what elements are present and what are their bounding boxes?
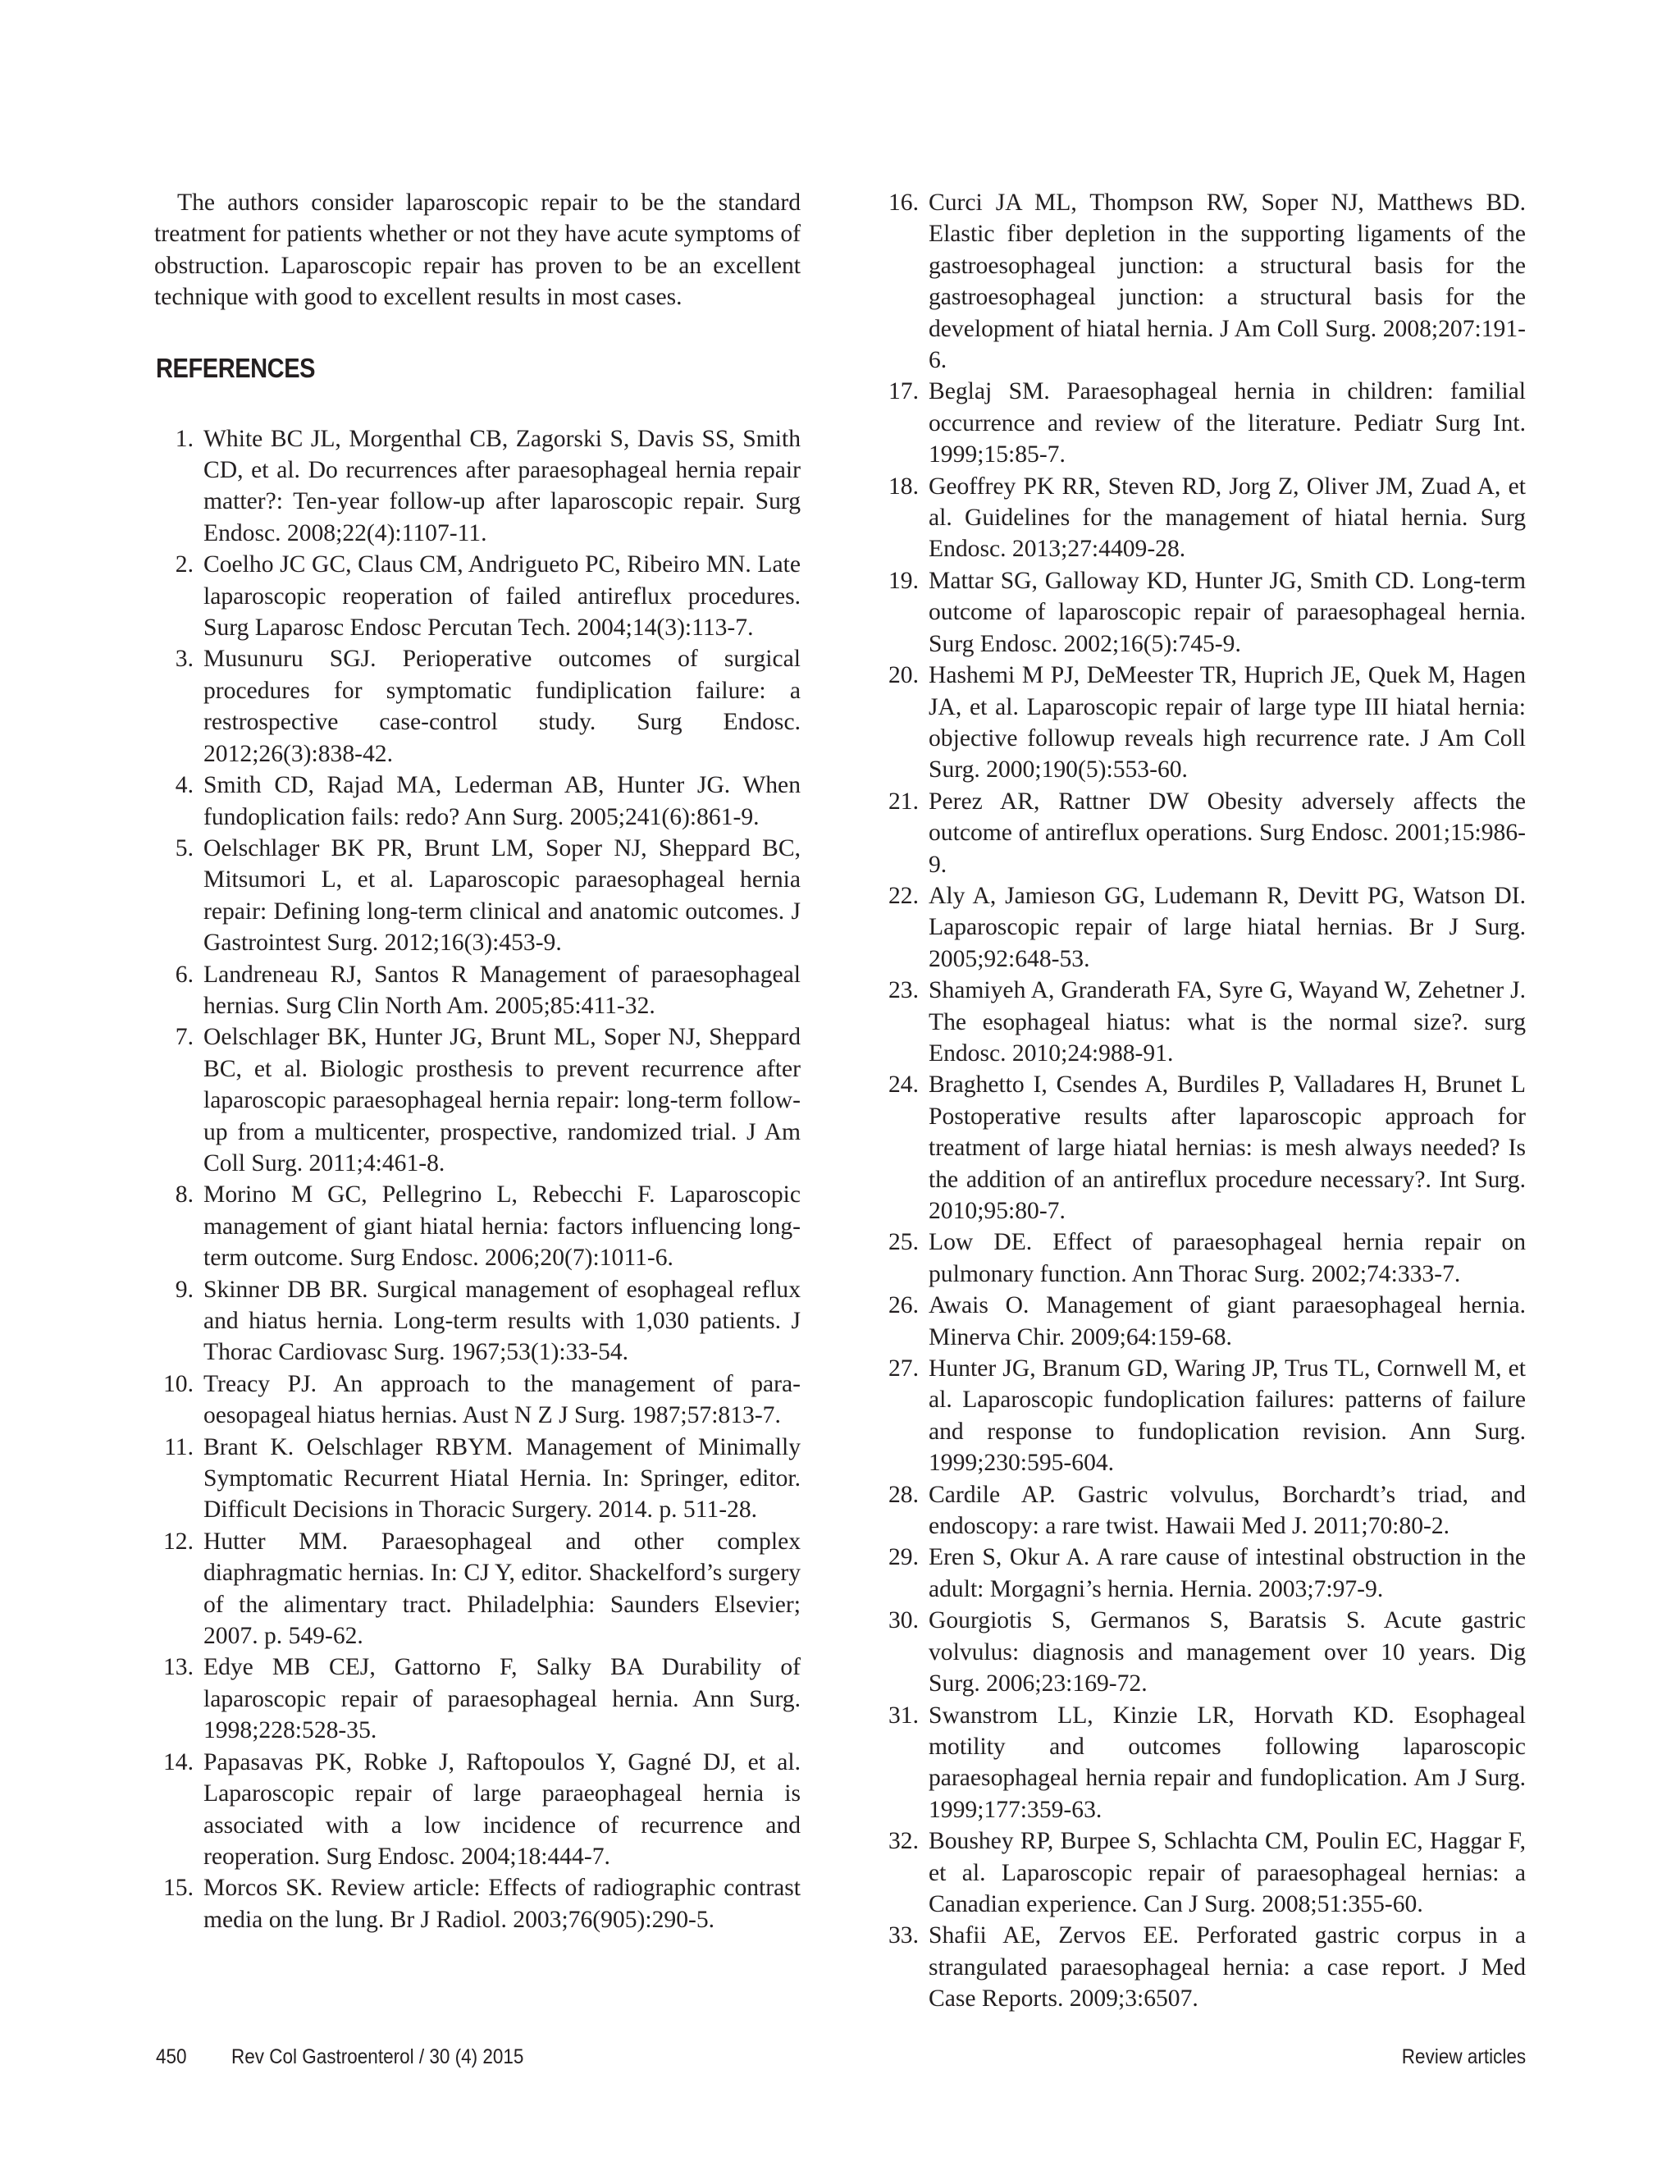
reference-item (879, 565, 1526, 660)
reference-text: Brant K. Oelschlager RBYM. Management of Minimally Symptomatic Recurrent Hiatal Hernia. In: Springer, editor. Difficult Decisions in Thoracic Surgery. 2014. p. 511-28. (203, 1433, 801, 1524)
reference-number: 32. (888, 1828, 919, 1855)
reference-item (879, 1069, 1526, 1227)
reference-item (879, 786, 1526, 880)
reference-number: 5. (175, 834, 194, 861)
reference-text: Shafii AE, Zervos EE. Perforated gastric corpus in a strangulated paraesophageal hernia: a case report. J Med Case Reports. 2009;3:6507. (929, 1922, 1526, 2013)
reference-number: 31. (888, 1702, 919, 1729)
reference-text: Swanstrom LL, Kinzie LR, Horvath KD. Esophageal motility and outcomes following laparoscopic paraesophageal hernia repair and fundoplication. Am J Surg. 1999;177:359-63. (929, 1702, 1526, 1823)
reference-number: 13. (163, 1654, 194, 1681)
reference-number: 23. (888, 977, 919, 1004)
reference-number: 9. (175, 1276, 194, 1303)
references-heading: REFERENCES (156, 352, 316, 383)
reference-text: Treacy PJ. An approach to the management of para-oesopageal hiatus hernias. Aust N Z J Surg. 1987;57:813-7. (203, 1370, 801, 1429)
reference-text: Mattar SG, Galloway KD, Hunter JG, Smith CD. Long-term outcome of laparoscopic repair of paraesophageal hernia. Surg Endosc. 2002;16(5):745-9. (929, 567, 1526, 657)
reference-item (154, 770, 801, 833)
reference-item (879, 880, 1526, 975)
intro-paragraph: The authors consider laparoscopic repair to be the standard treatment for patients whether or not they have acute symptoms of obstruction. Laparoscopic repair has proven to be an excellent technique with good to excellent results in most cases. (154, 190, 801, 311)
reference-item (879, 1605, 1526, 1699)
reference-text: Aly A, Jamieson GG, Ludemann R, Devitt PG, Watson DI. Laparoscopic repair of large hiatal hernias. Br J Surg. 2005;92:648-53. (929, 882, 1526, 972)
reference-number: 3. (175, 646, 194, 673)
reference-item (154, 643, 801, 770)
reference-text: Curci JA ML, Thompson RW, Soper NJ, Matthews BD. Elastic fiber depletion in the supporting ligaments of the gastroesophageal junction: a structural basis for the gastroesophageal junction: a structural basis for the development of hiatal hernia. J Am Coll Surg. 2008;207:191-6. (929, 190, 1526, 374)
reference-item (879, 187, 1526, 376)
reference-text: Landreneau RJ, Santos R Management of paraesophageal hernias. Surg Clin North Am. 2005;85:411-32. (203, 961, 801, 1019)
reference-item (879, 471, 1526, 565)
reference-item (879, 660, 1526, 786)
reference-number: 4. (175, 772, 194, 799)
reference-item (154, 1526, 801, 1652)
reference-item (879, 1542, 1526, 1605)
reference-number: 18. (888, 473, 919, 500)
reference-number: 24. (888, 1071, 919, 1099)
reference-number: 15. (163, 1875, 194, 1902)
reference-item (879, 1700, 1526, 1826)
reference-number: 10. (163, 1370, 194, 1397)
reference-text: Hunter JG, Branum GD, Waring JP, Trus TL, Cornwell M, et al. Laparoscopic fundoplication failures: patterns of failure and response to fundoplication revision. Ann Surg. 1999;230:595-604. (929, 1355, 1526, 1477)
reference-number: 29. (888, 1544, 919, 1571)
reference-number: 7. (175, 1024, 194, 1051)
reference-text: Skinner DB BR. Surgical management of esophageal reflux and hiatus hernia. Long-term results with 1,030 patients. J Thorac Cardiovasc Surg. 1967;53(1):33-54. (203, 1276, 801, 1366)
reference-text: Awais O. Management of giant paraesophageal hernia. Minerva Chir. 2009;64:159-68. (929, 1292, 1526, 1350)
reference-number: 22. (888, 882, 919, 909)
reference-number: 27. (888, 1355, 919, 1382)
reference-item (879, 975, 1526, 1069)
reference-text: Beglaj SM. Paraesophageal hernia in children: familial occurrence and review of the literature. Pediatr Surg Int. 1999;15:85-7. (929, 378, 1526, 468)
reference-item (154, 1368, 801, 1432)
reference-text: Hutter MM. Paraesophageal and other complex diaphragmatic hernias. In: CJ Y, editor. Shackelford’s surgery of the alimentary tract. Philadelphia: Saunders Elsevier; 2007. p. 549-62. (203, 1528, 801, 1650)
reference-text: Coelho JC GC, Claus CM, Andrigueto PC, Ribeiro MN. Late laparoscopic reoperation of failed antireflux procedures. Surg Laparosc Endosc Percutan Tech. 2004;14(3):113-7. (203, 551, 801, 642)
journal-citation: Rev Col Gastroenterol / 30 (4) 2015 (231, 2045, 524, 2068)
reference-text: Eren S, Okur A. A rare cause of intestinal obstruction in the adult: Morgagni’s hernia. Hernia. 2003;7:97-9. (929, 1544, 1526, 1602)
reference-item (879, 1227, 1526, 1290)
reference-item (154, 549, 801, 643)
reference-text: Morcos SK. Review article: Effects of radiographic contrast media on the lung. Br J Radiol. 2003;76(905):290-5. (203, 1875, 801, 1933)
reference-text: White BC JL, Morgenthal CB, Zagorski S, Davis SS, Smith CD, et al. Do recurrences after paraesophageal hernia repair matter?: Ten-year follow-up after laparoscopic repair. Surg Endosc. 2008;22(4):1107-11. (203, 425, 801, 546)
reference-item (879, 376, 1526, 470)
reference-text: Boushey RP, Burpee S, Schlachta CM, Poulin EC, Haggar F, et al. Laparoscopic repair of paraesophageal hernias: a Canadian experience. Can J Surg. 2008;51:355-60. (929, 1828, 1526, 1917)
left-column (154, 187, 801, 1935)
reference-number: 17. (888, 378, 919, 405)
reference-number: 19. (888, 567, 919, 594)
reference-item (879, 1290, 1526, 1353)
reference-text: Cardile AP. Gastric volvulus, Borchardt’s triad, and endoscopy: a rare twist. Hawaii Med J. 2011;70:80-2. (929, 1481, 1526, 1540)
references-list-right (879, 187, 1526, 2015)
reference-item (879, 1479, 1526, 1542)
reference-text: Papasavas PK, Robke J, Raftopoulos Y, Gagné DJ, et al. Laparoscopic repair of large paraeophageal hernia is associated with a low incidence of recurrence and reoperation. Surg Endosc. 2004;18:444-7. (203, 1748, 801, 1870)
references-list-left (154, 423, 801, 1936)
reference-item (154, 959, 801, 1022)
reference-item (879, 1825, 1526, 1920)
reference-number: 28. (888, 1481, 919, 1508)
reference-item (879, 1920, 1526, 2014)
reference-item (154, 1747, 801, 1873)
reference-text: Morino M GC, Pellegrino L, Rebecchi F. Laparoscopic management of giant hiatal hernia: factors influencing long-term outcome. Surg Endosc. 2006;20(7):1011-6. (203, 1181, 801, 1272)
reference-number: 20. (888, 662, 919, 689)
reference-text: Perez AR, Rattner DW Obesity adversely affects the outcome of antireflux operations. Surg Endosc. 2001;15:986-9. (929, 788, 1526, 878)
reference-text: Shamiyeh A, Granderath FA, Syre G, Wayand W, Zehetner J. The esophageal hiatus: what is the normal size?. surg Endosc. 2010;24:988-91. (929, 977, 1526, 1067)
reference-number: 11. (164, 1433, 194, 1460)
reference-number: 33. (888, 1922, 919, 1949)
reference-item (154, 833, 801, 959)
reference-text: Geoffrey PK RR, Steven RD, Jorg Z, Oliver JM, Zuad A, et al. Guidelines for the management of hiatal hernia. Surg Endosc. 2013;27:4409-28. (929, 473, 1526, 563)
reference-number: 25. (888, 1229, 919, 1256)
reference-text: Smith CD, Rajad MA, Lederman AB, Hunter JG. When fundoplication fails: redo? Ann Surg. 2005;241(6):861-9. (203, 772, 801, 830)
reference-number: 8. (175, 1181, 194, 1209)
reference-item (154, 1021, 801, 1179)
reference-number: 14. (163, 1748, 194, 1775)
section-label: Review articles (1401, 2045, 1526, 2068)
reference-text: Edye MB CEJ, Gattorno F, Salky BA Durability of laparoscopic repair of paraesophageal hernia. Ann Surg. 1998;228:528-35. (203, 1654, 801, 1744)
reference-text: Oelschlager BK PR, Brunt LM, Soper NJ, Sheppard BC, Mitsumori L, et al. Laparoscopic paraesophageal hernia repair: Defining long-term clinical and anatomic outcomes. J Gastrointest Surg. 2012;16(3):453-9. (203, 834, 801, 957)
right-column (879, 187, 1526, 2015)
reference-item (879, 1353, 1526, 1479)
reference-item (154, 1432, 801, 1526)
reference-number: 30. (888, 1607, 919, 1634)
reference-text: Braghetto I, Csendes A, Burdiles P, Valladares H, Brunet L Postoperative results after laparoscopic approach for treatment of large hiatal hernias: is mesh always needed? Is the addition of an antireflux procedure necessary?. Int Surg. 2010;95:80-7. (929, 1071, 1526, 1224)
reference-number: 6. (175, 961, 194, 988)
reference-item (154, 1652, 801, 1746)
reference-text: Musunuru SGJ. Perioperative outcomes of surgical procedures for symptomatic fundiplication failure: a restrospective case-control study. Surg Endosc. 2012;26(3):838-42. (203, 646, 801, 767)
reference-text: Hashemi M PJ, DeMeester TR, Huprich JE, Quek M, Hagen JA, et al. Laparoscopic repair of large type III hiatal hernia: objective followup reveals high recurrence rate. J Am Coll Surg. 2000;190(5):553-60. (929, 662, 1526, 784)
reference-number: 12. (163, 1528, 194, 1555)
reference-number: 21. (888, 788, 919, 815)
reference-text: Low DE. Effect of paraesophageal hernia repair on pulmonary function. Ann Thorac Surg. 2002;74:333-7. (929, 1229, 1526, 1287)
reference-number: 16. (888, 190, 919, 216)
reference-number: 1. (175, 425, 194, 452)
reference-item (154, 1179, 801, 1273)
reference-item (154, 1274, 801, 1368)
reference-text: Gourgiotis S, Germanos S, Baratsis S. Acute gastric volvulus: diagnosis and management over 10 years. Dig Surg. 2006;23:169-72. (929, 1607, 1526, 1697)
reference-item (154, 423, 801, 550)
reference-number: 26. (888, 1292, 919, 1319)
reference-number: 2. (175, 551, 194, 578)
page-number: 450 (156, 2045, 187, 2068)
reference-item (154, 1872, 801, 1935)
reference-text: Oelschlager BK, Hunter JG, Brunt ML, Soper NJ, Sheppard BC, et al. Biologic prosthesis to prevent recurrence after laparoscopic paraesophageal hernia repair: long-term follow-up from a multicenter, prospective, randomized trial. J Am Coll Surg. 2011;4:461-8. (203, 1024, 801, 1177)
